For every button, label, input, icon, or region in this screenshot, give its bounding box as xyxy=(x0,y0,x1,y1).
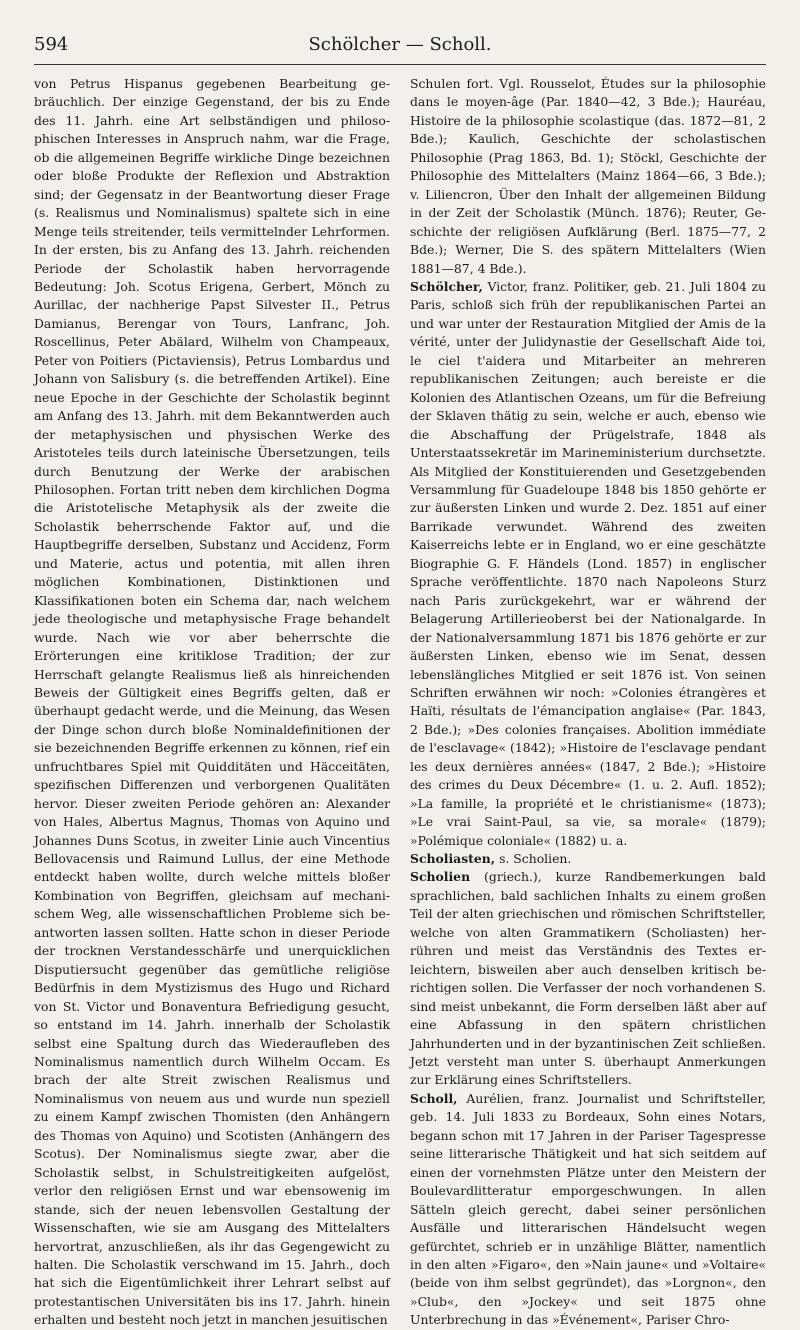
entry-scholiasten xyxy=(410,850,766,868)
entry-headword: Scholiasten, xyxy=(410,851,496,867)
left-column xyxy=(34,75,390,1328)
page-header xyxy=(34,28,766,65)
entry-schoelcher xyxy=(410,278,766,850)
entry-headword: Scholl, xyxy=(410,1090,458,1106)
right-column xyxy=(410,75,766,1328)
entry-scholl xyxy=(410,1090,766,1330)
entry-text: Victor, franz. Politiker, geb. 21. Juli 1804 zu Paris, schloß sich früh der republikanischen Partei an und war unter der Restauration Mitglied der Amis de la vérité, unter der Julidynastie der Gesellschaft Aide toi, le ciel t'aidera und Mitarbeiter an mehreren republikanischen Zeitungen; auch bereiste er die Kolonien des Atlantischen Ozeans, um für die Befreiung der Sklaven thätig zu sein, welche er auch, ebenso wie die Abschaffung der Prügelstrafe, 1848 als Unterstaatssekretär im Marineministerium durchsetzte. Als Mitglied der Konstituierenden und Gesetzgebenden Versammlung für Guadeloupe 1848 bis 1850 gehörte er zur äußersten Linken und wurde 2. Dez. 1851 auf einer Barrikade verwundet. Während des zweiten Kaiserreichs lebte er in England, wo er eine geschätzte Biographie G. F. Händels (Lond. 1857) in englischer Sprache veröffentlichte. 1870 nach Napoleons Sturz nach Paris zurückgekehrt, war er während der Belagerung Artillerieoberst bei der Nationalgarde. In der Nationalversammlung 1871 bis 1876 gehörte er zur äußersten Linken, ebenso wie im Senat, dessen lebenslängliches Mitglied er seit 1876 ist. Von seinen Schriften erwähnen wir noch: »Colonies étrangères et Haïti, résultats de l'émancipation anglaise« (Par. 1843, 2 Bde.); »Des colonies françaises. Abolition immédiate de l'esclavage« (1842); »Histoire de l'esclavage pendant les deux dernières années« (1847, 2 Bde.); »Histoire des crimes du Deux Décembre« (1. u. 2. Aufl. 1852); »La famille, la propriété et le christianisme« (1873); »Le vrai Saint-Paul, sa vie, sa morale« (1879); »Polémique coloniale« (1882) u. a. xyxy=(410,278,766,848)
page-number: 594 xyxy=(34,34,69,55)
entry-text: s. Scholien. xyxy=(495,851,572,867)
entry-scholien xyxy=(410,868,766,1089)
scholastik-bibliography-paragraph: Schulen fort. Vgl. Rousselot, Études sur la philosophie dans le moyen-âge (Par. 1840—42, 3 Bde.); Hauréau, Histoire de la philosophie scolastique (das. 1872—81, 2 Bde.); Kaulich, Geschichte der scholastischen Philosophie (Prag 1863, Bd. 1); Stöckl, Geschichte der Philosophie des Mittelalters (Mainz 1864—66, 3 Bde.); v. Liliencron, Über den Inhalt der allgemeinen Bildung in der Zeit der Scholastik (Münch. 1876); Reuter, Geschichte der religiösen Aufklärung (Berl. 1875—77, 2 Bde.); Werner, Die S. des spätern Mittelalters (Wien 1881—87, 4 Bde.). xyxy=(410,76,766,276)
two-column-body xyxy=(34,75,766,1328)
entry-headword: Scholien xyxy=(410,869,471,885)
entry-headword: Schölcher, xyxy=(410,278,483,294)
scholastik-continuation-paragraph: von Petrus Hispanus gegebenen Bearbeitung gebräuchlich. Der einzige Gegenstand, der bis zu Ende des 11. Jahrh. eine Art selbständigen und philosophischen Interesses in Anspruch nahm, war die Frage, ob die allgemeinen Begriffe wirkliche Dinge bezeichnen oder bloße Produkte der Reflexion und Abstraktion sind; der Gegensatz in der Beantwortung dieser Frage (s. Realismus und Nominalismus) spaltete sich in eine Menge teils streitender, teils vermittelnder Lehrformen. In der ersten, bis zu Anfang des 13. Jahrh. reichenden Periode der Scholastik haben hervorragende Bedeutung: Joh. Scotus Erigena, Gerbert, Mönch zu Aurillac, der nachherige Papst Silvester II., Petrus Damianus, Berengar von Tours, Lanfranc, Joh. Roscellinus, Peter Abälard, Wilhelm von Champeaux, Peter von Poitiers (Pictaviensis), Petrus Lombardus und Johann von Salisbury (s. die betreffenden Artikel). Eine neue Epoche in der Geschichte der Scholastik beginnt am Anfang des 13. Jahrh. mit dem Bekanntwerden auch der metaphysischen und physischen Werke des Aristoteles teils durch lateinische Übersetzungen, teils durch Benutzung der Werke der arabischen Philosophen. Fortan tritt neben dem kirchlichen Dogma die Aristotelische Metaphysik als der zweite die Scholastik beherrschende Faktor auf, und die Hauptbegriffe derselben, Substanz und Accidenz, Form und Materie, actus und potentia, mit allen ihren möglichen Kombinationen, Distinktionen und Klassifikationen boten ein Schema dar, nach welchem jede theologische und metaphysische Frage behandelt wurde. Nach wie vor aber beherrschte die Erörterungen eine kritiklose Tradition; der zur Herrschaft gelangte Realismus ließ als hinreichenden Beweis der Gültigkeit eines Begriffs gelten, daß er überhaupt gedacht werde, und die Meinung, das Wesen der Dinge schon durch bloße Nominaldefinitionen der sie bezeichnenden Begriffe erkennen zu können, rief ein unfruchtbares Spiel mit Quidditäten und Häcceitäten, spezifischen Differenzen und verborgenen Qualitäten hervor. Dieser zweiten Periode gehören an: Alexander von Hales, Albertus Magnus, Thomas von Aquino und Johannes Duns Scotus, in zweiter Linie auch Vincentius Bellovacensis und Raimund Lullus, der eine Methode entdeckt haben wollte, durch welche mittels bloßer Kombination von Begriffen, gleichsam auf mechanischem Weg, alle wissenschaftlichen Probleme sich beantworten lassen sollten. Hatte schon in dieser Periode der trocknen Verstandesschärfe und unerquicklichen Disputiersucht gegenüber das gemütliche religiöse Bedürfnis in dem Mystizismus des Hugo und Richard von St. Victor und Bonaventura Befriedigung gesucht, so entstand im 14. Jahrh. innerhalb der Scholastik selbst eine Spaltung durch das Wiederaufleben des Nominalismus namentlich durch Wilhelm Occam. Es brach der alte Streit zwischen Realismus und Nominalismus von neuem aus und wurde nun speziell zu einem Kampf zwischen Thomisten (den Anhängern des Thomas von Aquino) und Scotisten (Anhängern des Scotus). Der Nominalismus siegte zwar, aber die Scholastik selbst, in Schulstreitigkeiten aufgelöst, verlor den religiösen Ernst und war ebensowenig im stande, sich der neuen lebensvollen Gestaltung der Wissenschaften, wie sie am Ausgang des Mittelalters hervortrat, anzuschließen, als ihr das Gegengewicht zu halten. Die Scholastik verschwand im 15. Jahrh., doch hat sich die Eigentümlichkeit ihrer Lehrart selbst auf protestantischen Universitäten bis ins 17. Jahrh. hinein erhalten und besteht noch jetzt in manchen jesuitischen xyxy=(34,76,390,1328)
entry-text: (griech.), kurze Randbemerkungen bald sprachlichen, bald sachlichen Inhalts zu einem großen Teil der alten griechischen und römischen Schriftsteller, welche von alten Grammatikern (Scholiasten) herrühren und meist das Verständnis des Textes erleichtern, bisweilen aber auch denselben kritisch berichtigen sollen. Die Verfasser der noch vorhandenen S. sind meist unbekannt, die Form derselben läßt aber auf eine Abfassung in den spätern christlichen Jahrhunderten und in der byzantinischen Zeit schließen. Jetzt versteht man unter S. überhaupt Anmerkungen zur Erklärung eines Schriftstellers. xyxy=(410,869,766,1088)
entry-text: Aurélien, franz. Journalist und Schriftsteller, geb. 14. Juli 1833 zu Bordeaux, Sohn eines Notars, begann schon mit 17 Jahren in der Pariser Tagespresse seine litterarische Thätigkeit und hat sich seitdem auf einen der vornehmsten Plätze unter den Meistern der Boulevardlitteratur emporgeschwungen. In allen Sätteln gleich gerecht, dabei seiner persönlichen Ausfälle und litterarischen Händelsucht wegen gefürchtet, schrieb er in unzählige Blätter, namentlich in den alten »Figaro«, den »Nain jaune« und »Voltaire« (beide von ihm selbst gegründet), das »Lorgnon«, den »Club«, den »Jockey« und seit 1875 ohne Unterbrechung in das »Événement«, Pariser Chro- xyxy=(410,1090,766,1328)
running-title: Schölcher — Scholl. xyxy=(308,34,492,55)
